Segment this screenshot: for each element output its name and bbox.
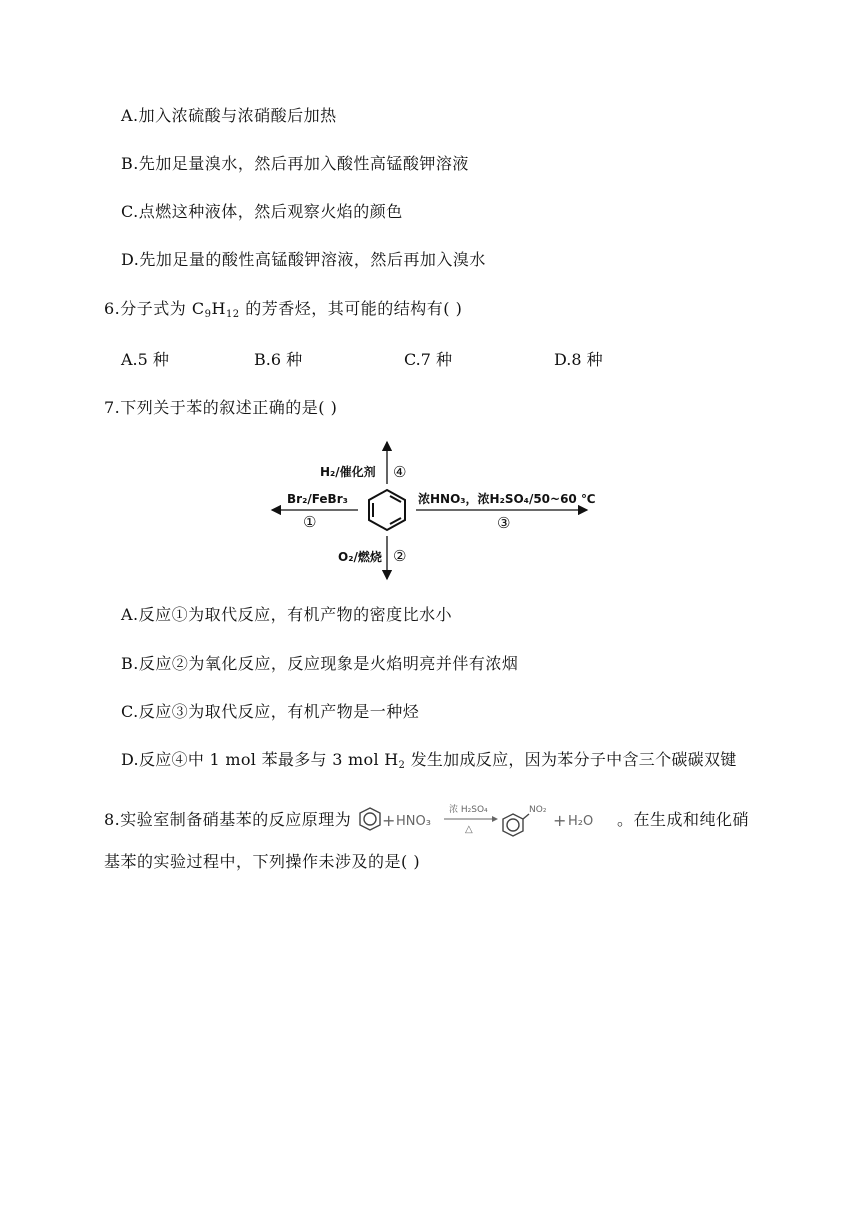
nitrobenzene-ring: [503, 814, 529, 836]
q6-option-d: D.8 种: [554, 350, 603, 369]
label-nitration-conditions: 浓HNO₃，浓H₂SO₄/50~60 ℃: [418, 492, 596, 506]
plus-sign-2: +: [553, 811, 567, 830]
q7-option-d: D.反应④中 1 mol 苯最多与 3 mol $H_2$ 发生加成反应，因为苯分子中含三个碳碳双键: [121, 750, 737, 771]
q7-option-a: A.反应①为取代反应，有机产物的密度比水小: [121, 605, 453, 624]
q5-option-d: D.先加足量的酸性高锰酸钾溶液，然后再加入溴水: [121, 250, 486, 269]
plus-sign: +: [382, 811, 396, 830]
label-num-1: ①: [303, 513, 317, 531]
q7-option-b: B.反应②为氧化反应，反应现象是火焰明亮并伴有浓烟: [121, 654, 519, 673]
no2-group: NO₂: [529, 805, 547, 815]
q5-option-c: C.点燃这种液体，然后观察火焰的颜色: [121, 202, 403, 221]
q8-stem-part1: 8.实验室制备硝基苯的反应原理为: [104, 810, 352, 829]
product-h2o: H₂O: [568, 814, 594, 829]
benzene-reaction-diagram: [260, 438, 600, 588]
q6-option-c: C.7 种: [404, 350, 453, 369]
label-o2-combustion: O₂/燃烧: [338, 550, 382, 564]
label-num-4: ④: [393, 463, 407, 481]
label-br2-febr3: Br₂/FeBr₃: [287, 492, 348, 506]
q6-stem: 6.分子式为 $C_9H_{12}$ 的芳香烃，其可能的结构有( ): [104, 299, 463, 320]
label-num-3: ③: [497, 514, 511, 532]
q8-stem-part2: 。在生成和纯化硝: [617, 810, 750, 829]
condition-h2so4: 浓 H₂SO₄: [449, 805, 488, 815]
q6-option-b: B.6 种: [254, 350, 303, 369]
benzene-ring-reactant: [360, 808, 380, 830]
q7-stem: 7.下列关于苯的叙述正确的是( ): [104, 398, 338, 417]
q7-option-c: C.反应③为取代反应，有机产物是一种烃: [121, 702, 420, 721]
nitration-equation: [357, 800, 617, 840]
label-h2-catalyst: H₂/催化剂: [320, 465, 376, 479]
q6-option-a: A.5 种: [121, 350, 169, 369]
benzene-ring: [369, 490, 405, 530]
q8-stem-part3: 基苯的实验过程中，下列操作未涉及的是( ): [104, 852, 421, 871]
reagent-hno3: HNO₃: [396, 814, 431, 829]
q5-option-a: A.加入浓硫酸与浓硝酸后加热: [121, 106, 337, 125]
label-num-2: ②: [393, 547, 407, 565]
q5-option-b: B.先加足量溴水，然后再加入酸性高锰酸钾溶液: [121, 154, 469, 173]
heat-symbol: △: [465, 824, 473, 835]
